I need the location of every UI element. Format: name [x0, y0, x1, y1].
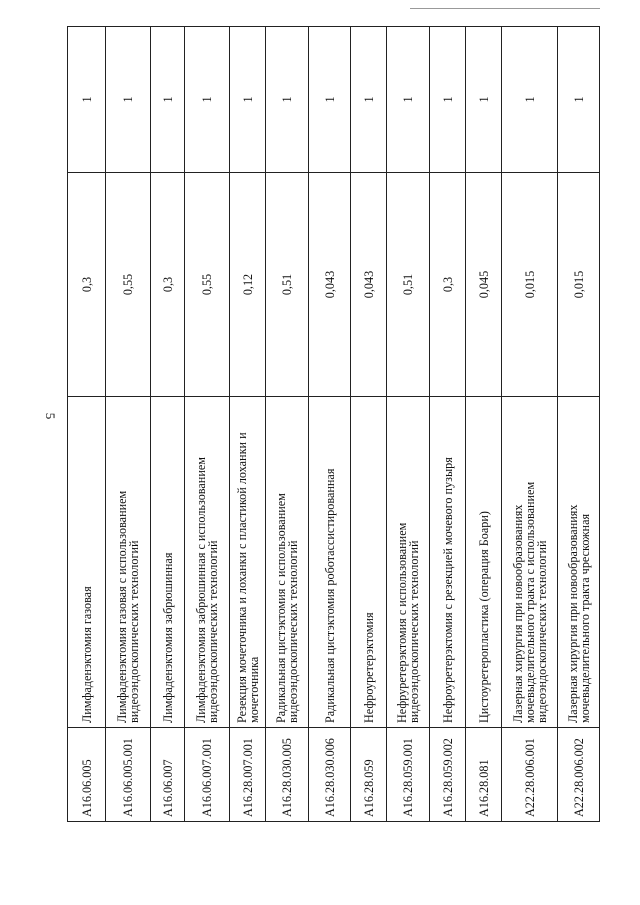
table-row — [466, 27, 502, 822]
scan-edge-line — [410, 8, 600, 9]
rotated-table-container — [67, 27, 592, 822]
frequency-value-cell: 0,12 — [230, 173, 266, 397]
service-code-cell: A16.28.059 — [351, 728, 387, 822]
count-cell: 1 — [266, 27, 309, 173]
count-cell: 1 — [558, 27, 600, 173]
frequency-value-cell: 0,55 — [185, 173, 230, 397]
count-cell: 1 — [387, 27, 430, 173]
frequency-value-cell: 0,015 — [558, 173, 600, 397]
frequency-value-cell: 0,043 — [309, 173, 351, 397]
table-row — [266, 27, 309, 822]
count-cell: 1 — [430, 27, 466, 173]
table-row — [185, 27, 230, 822]
service-name-cell: Лимфаденэктомия забрюшинная с использованием видеоэндоскопических технологий — [185, 397, 230, 728]
service-code-cell: A16.28.030.006 — [309, 728, 351, 822]
table-row — [558, 27, 600, 822]
service-name-cell: Нефроуретерэктомия с резекцией мочевого пузыря — [430, 397, 466, 728]
service-name-cell: Нефроуретерэктомия — [351, 397, 387, 728]
table-row — [351, 27, 387, 822]
service-code-cell: A16.06.007 — [151, 728, 185, 822]
count-cell: 1 — [185, 27, 230, 173]
frequency-value-cell: 0,045 — [466, 173, 502, 397]
frequency-value-cell: 0,3 — [151, 173, 185, 397]
table-row — [151, 27, 185, 822]
count-cell: 1 — [466, 27, 502, 173]
frequency-value-cell: 0,55 — [106, 173, 151, 397]
count-cell: 1 — [351, 27, 387, 173]
frequency-value-cell: 0,3 — [68, 173, 106, 397]
frequency-value-cell: 0,51 — [266, 173, 309, 397]
service-name-cell: Нефруретерэктомия с использованием видеоэндоскопических технологий — [387, 397, 430, 728]
page-number: 5 — [43, 412, 58, 420]
count-cell: 1 — [502, 27, 558, 173]
service-name-cell: Лазерная хирургия при новообразованиях мочевыделительного тракта чрескожная — [558, 397, 600, 728]
service-name-cell: Резекция мочеточника и лоханки с пластикой лоханки и мочеточника — [230, 397, 266, 728]
service-code-cell: A22.28.006.002 — [558, 728, 600, 822]
table-row — [106, 27, 151, 822]
table-row — [309, 27, 351, 822]
service-name-cell: Радикальная цистэктомия с использованием видеоэндоскопических технологий — [266, 397, 309, 728]
service-code-cell: A22.28.006.001 — [502, 728, 558, 822]
service-name-cell: Цистоуретеропластика (операция Боари) — [466, 397, 502, 728]
frequency-value-cell: 0,51 — [387, 173, 430, 397]
table-row — [230, 27, 266, 822]
service-name-cell: Лазерная хирургия при новообразованиях мочевыделительного тракта с использованием видеоэндоскопических технологий — [502, 397, 558, 728]
service-code-cell: A16.28.081 — [466, 728, 502, 822]
count-cell: 1 — [230, 27, 266, 173]
count-cell: 1 — [106, 27, 151, 173]
service-code-cell: A16.06.005 — [68, 728, 106, 822]
service-code-cell: A16.28.059.001 — [387, 728, 430, 822]
service-name-cell: Радикальная цистэктомия роботассистированная — [309, 397, 351, 728]
table-row — [502, 27, 558, 822]
service-code-cell: A16.28.059.002 — [430, 728, 466, 822]
table-row — [430, 27, 466, 822]
table-row — [387, 27, 430, 822]
service-name-cell: Лимфаденэктомия газовая с использованием видеоэндоскопических технологий — [106, 397, 151, 728]
count-cell: 1 — [68, 27, 106, 173]
frequency-value-cell: 0,043 — [351, 173, 387, 397]
service-name-cell: Лимфаденэктомия газовая — [68, 397, 106, 728]
service-code-cell: A16.06.005.001 — [106, 728, 151, 822]
table-row — [68, 27, 106, 822]
service-code-cell: A16.28.030.005 — [266, 728, 309, 822]
services-table — [67, 26, 600, 822]
frequency-value-cell: 0,015 — [502, 173, 558, 397]
frequency-value-cell: 0,3 — [430, 173, 466, 397]
service-code-cell: A16.06.007.001 — [185, 728, 230, 822]
service-name-cell: Лимфаденэктомия забрюшинная — [151, 397, 185, 728]
count-cell: 1 — [309, 27, 351, 173]
service-code-cell: A16.28.007.001 — [230, 728, 266, 822]
count-cell: 1 — [151, 27, 185, 173]
